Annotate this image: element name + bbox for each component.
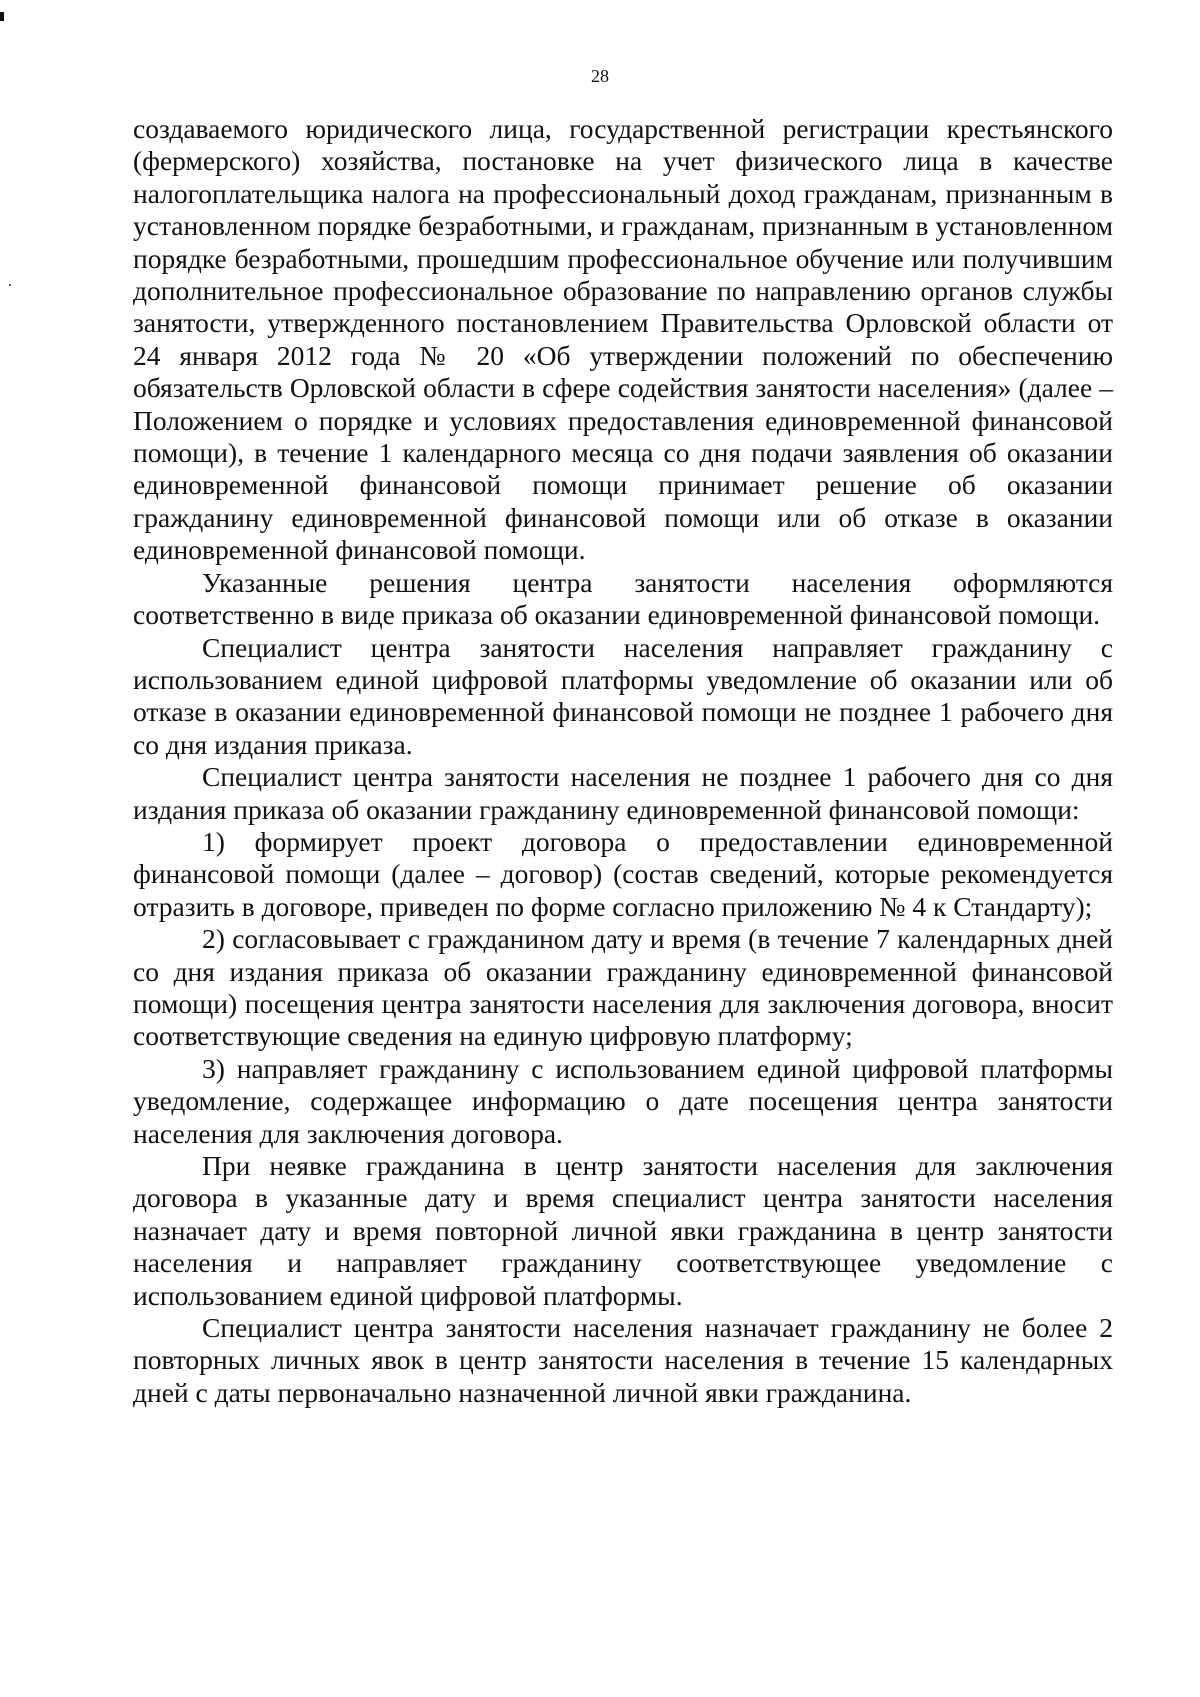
list-item-2: 2) согласовывает с гражданином дату и время (в течение 7 календарных дней со дня издания приказа об оказании гражданину единовременной финансовой помощи) посещения центра занятости населения для заключения договора, вносит соответствующие сведения на единую цифровую платформу; [133,923,1113,1052]
list-item-3: 3) направляет гражданину с использованием единой цифровой платформы уведомление, содержащее информацию о дате посещения центра занятости населения для заключения договора. [133,1052,1113,1149]
scan-artifact-dot [9,284,11,286]
paragraph-1: создаваемого юридического лица, государственной регистрации крестьянского (фермерского) хозяйства, постановке на учет физического лица в качестве налогоплательщика налога на профессиональный доход гражданам, признанным в установленном порядке безработными, и гражданам, признанным в установленном порядке безработными, прошедшим профессиональное обучение или получившим дополнительное профессиональное образование по направлению органов службы занятости, утвержденного постановлением Правительства Орловской области от 24 января 2012 года № 20 «Об утверждении положений по обеспечению обязательств Орловской области в сфере содействия занятости населения» (далее – Положением о порядке и условиях предоставления единовременной финансовой помощи), в течение 1 календарного месяца со дня подачи заявления об оказании единовременной финансовой помощи принимает решение об оказании гражданину единовременной финансовой помощи или об отказе в оказании единовременной финансовой помощи. [133,113,1113,566]
document-body [133,113,1113,1409]
page-number: 28 [591,66,609,86]
paragraph-4: Специалист центра занятости населения не позднее 1 рабочего дня со дня издания приказа об оказании гражданину единовременной финансовой помощи: [133,761,1113,825]
paragraph-6: Специалист центра занятости населения назначает гражданину не более 2 повторных личных явок в центр занятости населения в течение 15 календарных дней с даты первоначально назначенной личной явки гражданина. [133,1312,1113,1408]
paragraph-3: Специалист центра занятости населения направляет гражданину с использованием единой цифровой платформы уведомление об оказании или об отказе в оказании единовременной финансовой помощи не позднее 1 рабочего дня со дня издания приказа. [133,631,1113,760]
list-item-1: 1) формирует проект договора о предоставлении единовременной финансовой помощи (далее – договор) (состав сведений, которые рекомендуется отразить в договоре, приведен по форме согласно приложению № 4 к Стандарту); [133,825,1113,922]
scan-artifact-mark [0,12,4,21]
paragraph-2: Указанные решения центра занятости населения оформляются соответственно в виде приказа об оказании единовременной финансовой помощи. [133,566,1113,631]
paragraph-5: При неявке гражданина в центр занятости населения для заключения договора в указанные дату и время специалист центра занятости населения назначает дату и время повторной личной явки гражданина в центр занятости населения и направляет гражданину соответствующее уведомление с использованием единой цифровой платформы. [133,1150,1113,1311]
